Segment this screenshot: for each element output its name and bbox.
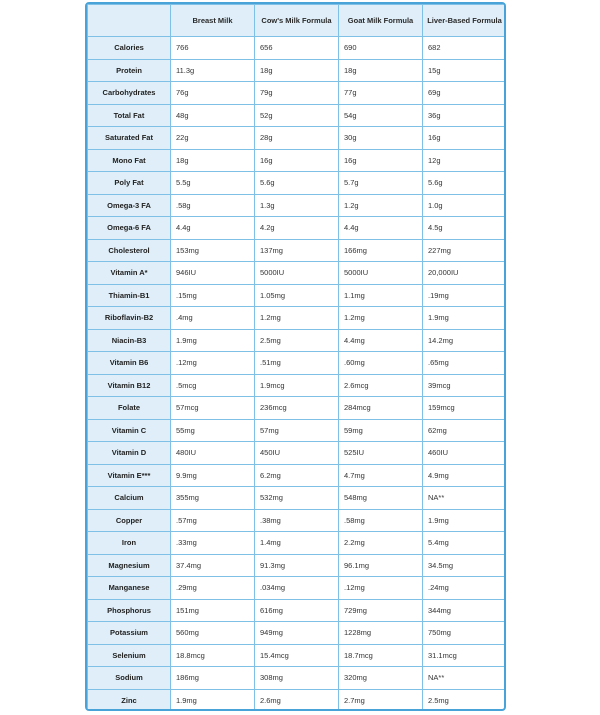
table-row (88, 599, 507, 622)
table-row (88, 217, 507, 240)
row-label: Vitamin B12 (88, 374, 171, 397)
column-header-goat-milk-formula: Goat Milk Formula (339, 5, 423, 37)
table-cell: 2.2mg (339, 532, 423, 555)
row-label: Thiamin-B1 (88, 284, 171, 307)
table-cell: 729mg (339, 599, 423, 622)
table-cell: .38mg (255, 509, 339, 532)
row-label: Vitamin A* (88, 262, 171, 285)
table-cell: 59mg (339, 419, 423, 442)
table-cell: 4.2g (255, 217, 339, 240)
row-label: Riboflavin-B2 (88, 307, 171, 330)
table-cell: 1.9mg (423, 307, 507, 330)
table-cell: 96.1mg (339, 554, 423, 577)
table-cell: 18g (171, 149, 255, 172)
table-cell: 4.4mg (339, 329, 423, 352)
table-cell: 62mg (423, 419, 507, 442)
table-cell: .12mg (339, 577, 423, 600)
comparison-table (87, 4, 506, 711)
table-cell: 18g (339, 59, 423, 82)
table-cell: 1.05mg (255, 284, 339, 307)
table-cell: 2.5mg (255, 329, 339, 352)
table-cell: 31.1mcg (423, 644, 507, 667)
table-cell: 1.9mcg (255, 374, 339, 397)
header-corner (88, 5, 171, 37)
row-label: Calcium (88, 487, 171, 510)
table-cell: .15mg (171, 284, 255, 307)
table-cell: NA** (423, 667, 507, 690)
table-cell: 1.2mg (255, 307, 339, 330)
table-row (88, 37, 507, 60)
table-cell: 320mg (339, 667, 423, 690)
table-row (88, 284, 507, 307)
table-cell: .58g (171, 194, 255, 217)
table-row (88, 464, 507, 487)
table-cell: 30g (339, 127, 423, 150)
table-cell: 560mg (171, 622, 255, 645)
table-cell: 4.9mg (423, 464, 507, 487)
row-label: Vitamin D (88, 442, 171, 465)
table-cell: 52g (255, 104, 339, 127)
table-cell: 355mg (171, 487, 255, 510)
row-label: Omega-6 FA (88, 217, 171, 240)
table-cell: 69g (423, 82, 507, 105)
table-cell: 656 (255, 37, 339, 60)
table-row (88, 667, 507, 690)
row-label: Carbohydrates (88, 82, 171, 105)
table-cell: 36g (423, 104, 507, 127)
table-cell: 2.6mcg (339, 374, 423, 397)
table-cell: 6.2mg (255, 464, 339, 487)
row-label: Folate (88, 397, 171, 420)
table-cell: 1.9mg (171, 689, 255, 711)
row-label: Magnesium (88, 554, 171, 577)
table-cell: 15.4mcg (255, 644, 339, 667)
table-cell: 548mg (339, 487, 423, 510)
table-row (88, 329, 507, 352)
table-cell: 5.4mg (423, 532, 507, 555)
table-cell: 15g (423, 59, 507, 82)
table-cell: 37.4mg (171, 554, 255, 577)
column-header-liver-based-formula: Liver-Based Formula (423, 5, 507, 37)
table-cell: 18g (255, 59, 339, 82)
table-cell: 5.6g (423, 172, 507, 195)
table-row (88, 644, 507, 667)
row-label: Niacin-B3 (88, 329, 171, 352)
table-cell: 949mg (255, 622, 339, 645)
row-label: Zinc (88, 689, 171, 711)
table-row (88, 532, 507, 555)
table-row (88, 307, 507, 330)
table-cell: .60mg (339, 352, 423, 375)
table-cell: 1.4mg (255, 532, 339, 555)
row-label: Manganese (88, 577, 171, 600)
table-cell: 12g (423, 149, 507, 172)
table-cell: 16g (255, 149, 339, 172)
row-label: Vitamin C (88, 419, 171, 442)
table-cell: 79g (255, 82, 339, 105)
table-cell: 2.7mg (339, 689, 423, 711)
table-cell: 2.5mg (423, 689, 507, 711)
table-cell: 11.3g (171, 59, 255, 82)
table-cell: 480IU (171, 442, 255, 465)
table-cell: 1.9mg (171, 329, 255, 352)
table-cell: .12mg (171, 352, 255, 375)
table-cell: .24mg (423, 577, 507, 600)
table-cell: 1228mg (339, 622, 423, 645)
table-cell: 236mcg (255, 397, 339, 420)
table-cell: 18.8mcg (171, 644, 255, 667)
row-label: Potassium (88, 622, 171, 645)
table-cell: 9.9mg (171, 464, 255, 487)
table-row (88, 239, 507, 262)
table-cell: 766 (171, 37, 255, 60)
row-label: Copper (88, 509, 171, 532)
row-label: Selenium (88, 644, 171, 667)
table-cell: 77g (339, 82, 423, 105)
table-body (88, 37, 507, 712)
table-cell: 4.4g (339, 217, 423, 240)
table-cell: NA** (423, 487, 507, 510)
table-cell: 4.4g (171, 217, 255, 240)
table-cell: .65mg (423, 352, 507, 375)
table-cell: 1.2g (339, 194, 423, 217)
table-cell: .4mg (171, 307, 255, 330)
table-cell: 57mg (255, 419, 339, 442)
table-row (88, 397, 507, 420)
table-cell: 91.3mg (255, 554, 339, 577)
table-cell: 1.2mg (339, 307, 423, 330)
table-cell: 14.2mg (423, 329, 507, 352)
table-cell: 16g (339, 149, 423, 172)
table-cell: 186mg (171, 667, 255, 690)
table-cell: 450IU (255, 442, 339, 465)
row-label: Cholesterol (88, 239, 171, 262)
table-row (88, 577, 507, 600)
table-row (88, 194, 507, 217)
table-cell: 1.9mg (423, 509, 507, 532)
table-row (88, 487, 507, 510)
table-row (88, 352, 507, 375)
table-row (88, 374, 507, 397)
table-header (88, 5, 507, 37)
table-cell: 616mg (255, 599, 339, 622)
table-cell: 5.6g (255, 172, 339, 195)
table-cell: 28g (255, 127, 339, 150)
column-header-cows-milk-formula: Cow's Milk Formula (255, 5, 339, 37)
table-cell: 34.5mg (423, 554, 507, 577)
row-label: Poly Fat (88, 172, 171, 195)
table-cell: 57mcg (171, 397, 255, 420)
table-cell: 344mg (423, 599, 507, 622)
table-cell: 39mcg (423, 374, 507, 397)
table-cell: 1.0g (423, 194, 507, 217)
table-cell: 308mg (255, 667, 339, 690)
table-cell: 16g (423, 127, 507, 150)
nutrition-comparison-table (85, 2, 506, 711)
row-label: Protein (88, 59, 171, 82)
table-cell: 460IU (423, 442, 507, 465)
table-row (88, 104, 507, 127)
table-row (88, 689, 507, 711)
table-cell: 4.7mg (339, 464, 423, 487)
table-cell: 227mg (423, 239, 507, 262)
table-cell: .57mg (171, 509, 255, 532)
table-cell: 2.6mg (255, 689, 339, 711)
table-row (88, 149, 507, 172)
table-cell: 946IU (171, 262, 255, 285)
table-cell: 532mg (255, 487, 339, 510)
table-cell: .19mg (423, 284, 507, 307)
table-cell: 55mg (171, 419, 255, 442)
table-row (88, 442, 507, 465)
table-row (88, 127, 507, 150)
table-cell: 284mcg (339, 397, 423, 420)
table-cell: 22g (171, 127, 255, 150)
table-cell: 137mg (255, 239, 339, 262)
row-label: Phosphorus (88, 599, 171, 622)
table-cell: .51mg (255, 352, 339, 375)
row-label: Total Fat (88, 104, 171, 127)
header-row (88, 5, 507, 37)
table-cell: .33mg (171, 532, 255, 555)
row-label: Calories (88, 37, 171, 60)
table-cell: 76g (171, 82, 255, 105)
row-label: Sodium (88, 667, 171, 690)
table-row (88, 82, 507, 105)
table-row (88, 419, 507, 442)
table-cell: 525IU (339, 442, 423, 465)
table-row (88, 622, 507, 645)
table-cell: 1.1mg (339, 284, 423, 307)
table-row (88, 262, 507, 285)
row-label: Omega-3 FA (88, 194, 171, 217)
table-cell: 690 (339, 37, 423, 60)
table-cell: 159mcg (423, 397, 507, 420)
table-cell: 48g (171, 104, 255, 127)
table-cell: 20,000IU (423, 262, 507, 285)
table-row (88, 554, 507, 577)
table-row (88, 509, 507, 532)
table-cell: .58mg (339, 509, 423, 532)
table-cell: 18.7mcg (339, 644, 423, 667)
table-cell: 5.5g (171, 172, 255, 195)
row-label: Vitamin E*** (88, 464, 171, 487)
table-cell: .5mcg (171, 374, 255, 397)
table-cell: .034mg (255, 577, 339, 600)
table-cell: 54g (339, 104, 423, 127)
row-label: Saturated Fat (88, 127, 171, 150)
table-cell: 151mg (171, 599, 255, 622)
table-cell: 1.3g (255, 194, 339, 217)
table-cell: 5000IU (339, 262, 423, 285)
table-cell: 4.5g (423, 217, 507, 240)
table-cell: 153mg (171, 239, 255, 262)
row-label: Mono Fat (88, 149, 171, 172)
table-cell: 750mg (423, 622, 507, 645)
table-row (88, 59, 507, 82)
table-cell: .29mg (171, 577, 255, 600)
table-cell: 5.7g (339, 172, 423, 195)
table-cell: 166mg (339, 239, 423, 262)
table-row (88, 172, 507, 195)
table-cell: 682 (423, 37, 507, 60)
column-header-breast-milk: Breast Milk (171, 5, 255, 37)
table-cell: 5000IU (255, 262, 339, 285)
row-label: Vitamin B6 (88, 352, 171, 375)
row-label: Iron (88, 532, 171, 555)
